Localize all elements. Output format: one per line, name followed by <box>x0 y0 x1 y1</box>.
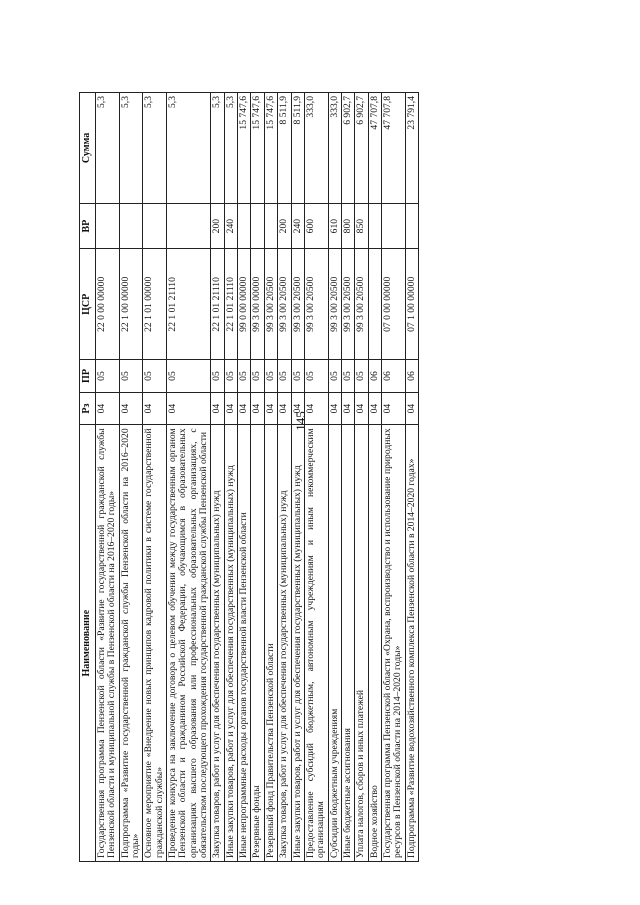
cell-rz: 04 <box>238 392 251 425</box>
cell-vr <box>251 203 264 249</box>
cell-csr: 99 3 00 20500 <box>291 249 304 360</box>
table-row <box>355 93 368 862</box>
cell-rz: 04 <box>224 392 237 425</box>
cell-sum: 333,0 <box>304 93 328 204</box>
cell-csr: 22 1 00 00000 <box>119 249 143 360</box>
cell-csr: 99 3 00 20500 <box>304 249 328 360</box>
table-row <box>143 93 167 862</box>
table-body <box>95 93 418 862</box>
cell-csr: 22 1 01 00000 <box>143 249 167 360</box>
cell-name: Резервный фонд Правительства Пензенской области <box>264 425 277 862</box>
cell-name: Основное мероприятие «Внедрение новых принципов кадровой политики в системе государственной гражданской службы» <box>143 425 167 862</box>
cell-pr: 06 <box>368 360 381 393</box>
cell-pr: 06 <box>382 360 406 393</box>
cell-pr: 05 <box>341 360 354 393</box>
header-pr: ПР <box>80 360 96 393</box>
cell-pr: 05 <box>119 360 143 393</box>
table-row <box>291 93 304 862</box>
cell-sum: 5,3 <box>95 93 119 204</box>
cell-vr: 200 <box>278 203 291 249</box>
cell-vr <box>166 203 210 249</box>
table-row <box>405 93 418 862</box>
cell-rz: 04 <box>382 392 406 425</box>
cell-name: Предоставление субсидий бюджетным, автономным учреждениям и иным некоммерческим организациям <box>304 425 328 862</box>
cell-sum: 15 747,6 <box>251 93 264 204</box>
cell-name: Государственная программа Пензенской области «Охрана, воспроизводство и использование природных ресурсов в Пензенской области на 2014–2020 годы» <box>382 425 406 862</box>
cell-pr: 05 <box>95 360 119 393</box>
cell-csr: 07 0 00 00000 <box>382 249 406 360</box>
cell-sum: 5,3 <box>166 93 210 204</box>
cell-name: Резервные фонды <box>251 425 264 862</box>
cell-rz: 04 <box>264 392 277 425</box>
table-header-row <box>80 93 96 862</box>
cell-sum: 47 707,8 <box>368 93 381 204</box>
table-row <box>368 93 381 862</box>
cell-csr <box>368 249 381 360</box>
cell-rz: 04 <box>251 392 264 425</box>
table-row <box>211 93 224 862</box>
cell-rz: 04 <box>278 392 291 425</box>
cell-vr: 850 <box>355 203 368 249</box>
cell-name: Подпрограмма «Развитие водохозяйственного комплекса Пензенской области в 2014–2020 годах» <box>405 425 418 862</box>
cell-name: Иные закупки товаров, работ и услуг для обеспечения государственных (муниципальных) нужд <box>291 425 304 862</box>
cell-vr <box>143 203 167 249</box>
cell-rz: 04 <box>405 392 418 425</box>
cell-sum: 8 511,9 <box>291 93 304 204</box>
table-row <box>251 93 264 862</box>
cell-name: Иные закупки товаров, работ и услуг для обеспечения государственных (муниципальных) нужд <box>224 425 237 862</box>
cell-rz: 04 <box>341 392 354 425</box>
cell-rz: 04 <box>328 392 341 425</box>
cell-rz: 04 <box>291 392 304 425</box>
cell-vr <box>238 203 251 249</box>
cell-pr: 05 <box>251 360 264 393</box>
cell-pr: 05 <box>304 360 328 393</box>
page-number: 145 <box>293 411 308 431</box>
cell-name: Закупка товаров, работ и услуг для обеспечения государственных (муниципальных) нужд <box>211 425 224 862</box>
cell-csr: 22 0 00 00000 <box>95 249 119 360</box>
cell-sum: 15 747,6 <box>238 93 251 204</box>
table-row <box>95 93 119 862</box>
cell-sum: 5,3 <box>119 93 143 204</box>
cell-csr: 99 3 00 00000 <box>251 249 264 360</box>
header-sum: Сумма <box>80 93 96 204</box>
cell-csr: 99 3 00 20500 <box>341 249 354 360</box>
cell-vr <box>405 203 418 249</box>
cell-pr: 06 <box>405 360 418 393</box>
cell-rz: 04 <box>119 392 143 425</box>
cell-rz: 04 <box>166 392 210 425</box>
cell-name: Уплата налогов, сборов и иных платежей <box>355 425 368 862</box>
cell-csr: 99 3 00 20500 <box>328 249 341 360</box>
cell-sum: 6 902,7 <box>341 93 354 204</box>
cell-vr: 610 <box>328 203 341 249</box>
cell-sum: 5,3 <box>143 93 167 204</box>
cell-vr: 600 <box>304 203 328 249</box>
table-row <box>278 93 291 862</box>
cell-pr: 05 <box>211 360 224 393</box>
cell-csr: 99 3 00 20500 <box>278 249 291 360</box>
rotated-table-container <box>79 92 589 862</box>
cell-vr <box>119 203 143 249</box>
cell-vr: 200 <box>211 203 224 249</box>
header-csr: ЦСР <box>80 249 96 360</box>
table-row <box>341 93 354 862</box>
cell-name: Проведение конкурса на заключение договора о целевом обучении между государственным органом Пензенской области и гражданином Российской Федерации, обучающимся в образовательных организациях высшего образования или профессиональных образовательных организациях, с обязательством последующего прохождения государственной гражданской службы Пензенской области <box>166 425 210 862</box>
cell-name: Иные бюджетные ассигнования <box>341 425 354 862</box>
table-row <box>238 93 251 862</box>
budget-table <box>79 92 419 862</box>
table-row <box>304 93 328 862</box>
cell-pr: 05 <box>278 360 291 393</box>
table-row <box>119 93 143 862</box>
cell-rz: 04 <box>355 392 368 425</box>
cell-pr: 05 <box>355 360 368 393</box>
cell-vr <box>382 203 406 249</box>
cell-sum: 333,0 <box>328 93 341 204</box>
cell-csr: 99 3 00 20500 <box>264 249 277 360</box>
cell-name: Субсидии бюджетным учреждениям <box>328 425 341 862</box>
cell-pr: 05 <box>264 360 277 393</box>
table-row <box>382 93 406 862</box>
cell-pr: 05 <box>291 360 304 393</box>
cell-csr: 22 1 01 21110 <box>166 249 210 360</box>
table-row <box>166 93 210 862</box>
cell-rz: 04 <box>304 392 328 425</box>
cell-vr: 240 <box>291 203 304 249</box>
cell-pr: 05 <box>166 360 210 393</box>
table-row <box>224 93 237 862</box>
cell-sum: 8 511,9 <box>278 93 291 204</box>
cell-sum: 47 707,8 <box>382 93 406 204</box>
cell-sum: 5,3 <box>224 93 237 204</box>
cell-csr: 99 3 00 20500 <box>355 249 368 360</box>
cell-csr: 99 0 00 00000 <box>238 249 251 360</box>
cell-sum: 15 747,6 <box>264 93 277 204</box>
cell-csr: 22 1 01 21110 <box>211 249 224 360</box>
cell-vr <box>264 203 277 249</box>
cell-rz: 04 <box>368 392 381 425</box>
cell-vr <box>368 203 381 249</box>
header-vr: ВР <box>80 203 96 249</box>
cell-rz: 04 <box>143 392 167 425</box>
cell-rz: 04 <box>211 392 224 425</box>
cell-vr <box>95 203 119 249</box>
cell-sum: 6 902,7 <box>355 93 368 204</box>
cell-name: Подпрограмма «Развитие государственной гражданской службы Пензенской области на 2016–2020 годы» <box>119 425 143 862</box>
cell-vr: 240 <box>224 203 237 249</box>
cell-sum: 23 791,4 <box>405 93 418 204</box>
header-rz: Рз <box>80 392 96 425</box>
cell-pr: 05 <box>328 360 341 393</box>
cell-name: Водное хозяйство <box>368 425 381 862</box>
cell-pr: 05 <box>143 360 167 393</box>
cell-sum: 5,3 <box>211 93 224 204</box>
cell-pr: 05 <box>224 360 237 393</box>
cell-name: Государственная программа Пензенской области «Развитие государственной гражданской службы Пензенской области и муниципальной службы в Пензенской области на 2016–2020 годы» <box>95 425 119 862</box>
cell-name: Закупка товаров, работ и услуг для обеспечения государственных (муниципальных) нужд <box>278 425 291 862</box>
table-row <box>328 93 341 862</box>
table-row <box>264 93 277 862</box>
cell-vr: 800 <box>341 203 354 249</box>
cell-name: Иные непрограммные расходы органов государственной власти Пензенской области <box>238 425 251 862</box>
cell-csr: 07 1 00 00000 <box>405 249 418 360</box>
cell-pr: 05 <box>238 360 251 393</box>
cell-rz: 04 <box>95 392 119 425</box>
cell-csr: 22 1 01 21110 <box>224 249 237 360</box>
header-name: Наименование <box>80 425 96 862</box>
